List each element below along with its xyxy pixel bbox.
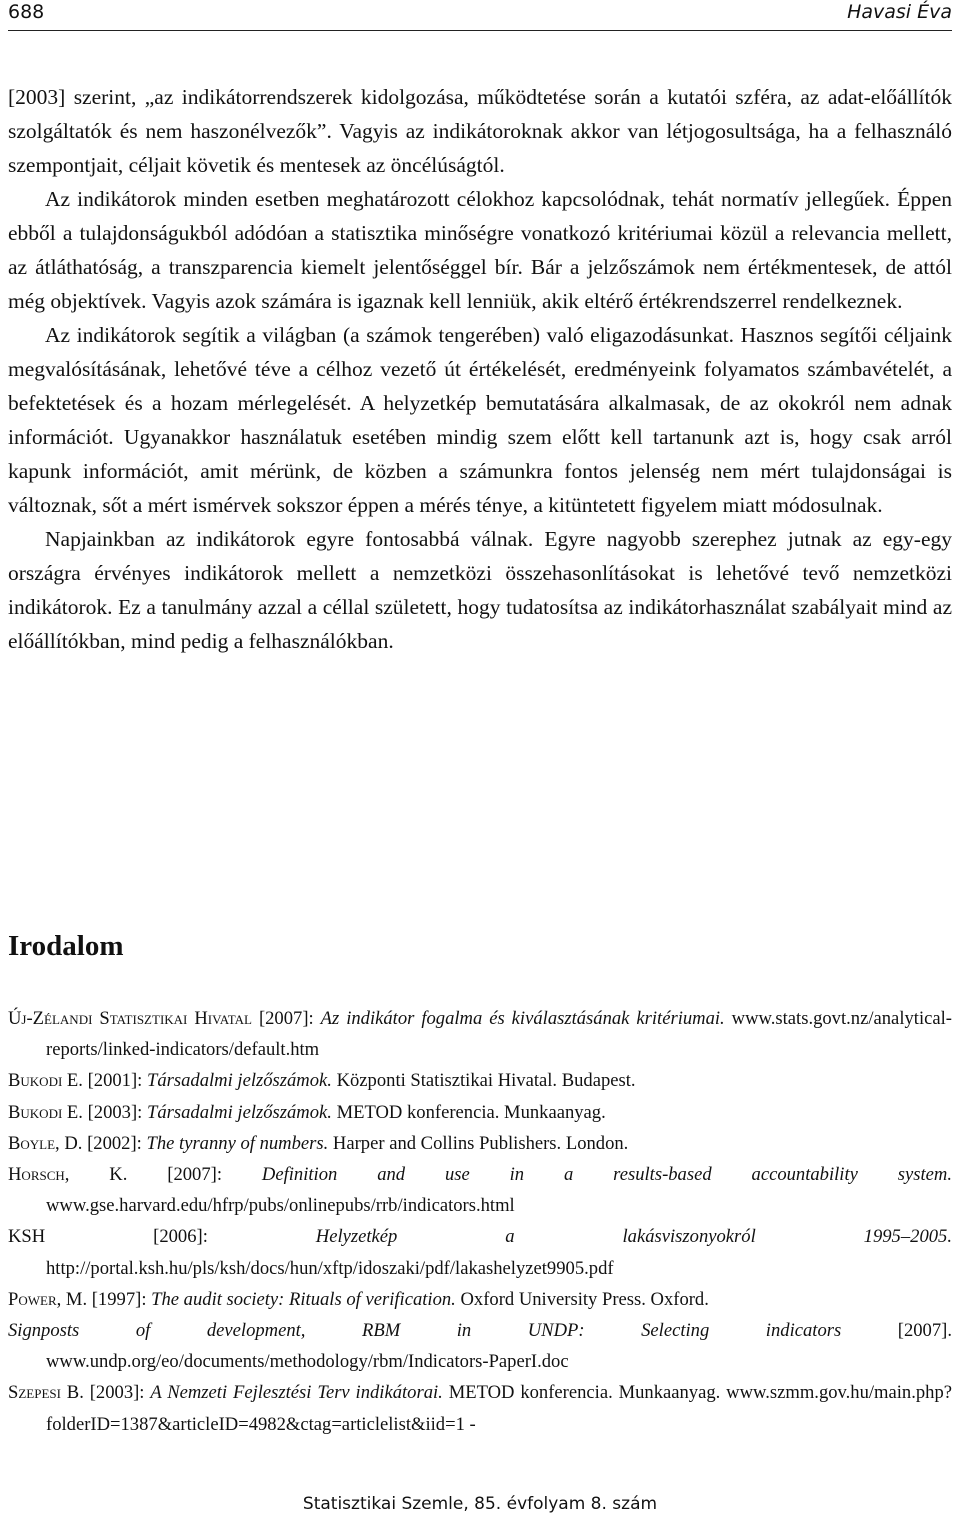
reference-source: http://portal.ksh.hu/pls/ksh/docs/hun/xftp/idoszaki/pdf/lakashelyzet9905.pdf [46,1257,614,1279]
reference-title: A Nemzeti Fejlesztési Terv indikátorai. [150,1382,443,1404]
reference-title: Társadalmi jelzőszámok. [147,1101,332,1123]
reference-author: Új-Zélandi Statisztikai Hivatal [8,1008,252,1029]
header-divider [8,30,952,31]
reference-author: Szepesi B. [8,1382,84,1404]
article-body [8,80,952,658]
reference-item: Bukodi E. [2001]: Társadalmi jelzőszámok. Központi Statisztikai Hivatal. Budapest. [8,1070,636,1092]
reference-item: Horsch, K. [2007]: Definition and use in a results-based accountability system. www.gse.harvard.edu/hfrp/pubs/onlinepubs/rrb/indicators.html [8,1164,952,1217]
reference-title: Signposts of development, RBM in UNDP: Selecting indicators [8,1320,842,1342]
paragraph: Napjainkban az indikátorok egyre fontosabbá válnak. Egyre nagyobb szerephez jutnak az egy-egy országra érvényes indikátorok mellett a nemzetközi összehasonlításokat is lehetővé tevő nemzetközi indikátorok. Ez a tanulmány azzal a céllal született, hogy tudatosítsa az indikátorhasználat szabályait mind az előállítókban, mind pedig a felhasználókban. [8,527,952,653]
reference-list [8,1003,952,1440]
reference-author: Horsch, K. [8,1164,128,1186]
reference-title: Az indikátor fogalma és kiválasztásának kritériumai. [320,1008,725,1029]
reference-title: Definition and use in a results-based accountability system. [261,1164,952,1186]
reference-source: METOD konferencia. Munkaanyag. www.szmm.gov.hu/main.php?folderID=1387&articleID=4982&ctag=articlelist&iid=1 - [46,1382,953,1435]
paragraph: [2003] szerint, „az indikátorrendszerek kidolgozása, működtetése során a kutatói szféra, az adat-előállítók szolgáltatók és nem haszonélvezők”. Vagyis az indikátoroknak akkor van létjogosultsága, ha a felhasználó szempontjait, céljait követik és mentesek az öncélúságtól. [8,85,952,177]
running-header-author: Havasi Éva [847,1,952,23]
paragraph: Az indikátorok segítik a világban (a számok tengerében) való eligazodásunkat. Hasznos segítői céljaink megvalósításának, lehetővé téve a célhoz vezető út értékelését, eredményeink folyamatos számbavételét, a befektetések és a hozam mérlegelését. A helyzetkép bemutatására alkalmasak, de az okokról nem adnak információt. Ugyanakkor használatuk esetében mindig szem előtt kell tartanunk azt is, hogy csak arról kapunk információt, amit mérünk, de közben a számunkra fontos jelenség nem mért tulajdonságai is változnak, sőt a mért ismérvek sokszor éppen a mérés ténye, a kitüntetett figyelem miatt módosulnak. [8,323,952,517]
reference-author: Boyle, D. [8,1132,83,1154]
reference-item: Új-Zélandi Statisztikai Hivatal [2007]: Az indikátor fogalma és kiválasztásának kritériumai. www.stats.govt.nz/analytical-reports/linked-indicators/default.htm [8,1008,952,1061]
reference-source: [2007]. www.undp.org/eo/documents/methodology/rbm/Indicators-PaperI.doc [46,1320,952,1373]
section-heading: Irodalom [8,930,124,962]
reference-source: Központi Statisztikai Hivatal. Budapest. [331,1070,636,1092]
reference-author: Power, M. [8,1288,88,1310]
reference-item: Szepesi B. [2003]: A Nemzeti Fejlesztési Terv indikátorai. METOD konferencia. Munkaanyag. www.szmm.gov.hu/main.php?folderID=1387&articleID=4982&ctag=articlelist&iid=1 - [8,1382,953,1435]
reference-author: KSH [8,1226,46,1248]
reference-source: Harper and Collins Publishers. London. [328,1132,629,1154]
reference-title: The audit society: Rituals of verification. [151,1288,456,1310]
reference-item: Boyle, D. [2002]: The tyranny of numbers. Harper and Collins Publishers. London. [8,1132,629,1154]
reference-title: The tyranny of numbers. [146,1132,329,1154]
reference-item: KSH [2006]: Helyzetkép a lakásviszonyokról 1995–2005. http://portal.ksh.hu/pls/ksh/docs/hun/xftp/idoszaki/pdf/lakashelyzet9905.pdf [8,1226,952,1279]
reference-title: Társadalmi jelzőszámok. [147,1070,332,1092]
reference-author: Bukodi E. [8,1070,83,1092]
reference-item [8,1315,952,1377]
journal-footer: Statisztikai Szemle, 85. évfolyam 8. szám [302,1494,658,1514]
reference-source: www.gse.harvard.edu/hfrp/pubs/onlinepubs/rrb/indicators.html [46,1195,515,1217]
reference-author: Bukodi E. [8,1101,83,1123]
page-number: 688 [8,1,45,23]
reference-source: Oxford University Press. Oxford. [455,1288,709,1310]
reference-item: Power, M. [1997]: The audit society: Rituals of verification. Oxford University Press. Oxford. [8,1288,709,1310]
reference-item: Bukodi E. [2003]: Társadalmi jelzőszámok. METOD konferencia. Munkaanyag. [8,1101,606,1123]
reference-source: METOD konferencia. Munkaanyag. [331,1101,606,1123]
paragraph: Az indikátorok minden esetben meghatározott célokhoz kapcsolódnak, tehát normatív jellegűek. Éppen ebből a tulajdonságukból adódóan a statisztika minőségre vonatkozó kritériumai közül a relevancia mellett, az átláthatóság, a transzparencia kiemelt jelentőséggel bír. Bár a jelzőszámok nem értékmentesek, de attól még objektívek. Vagyis azok számára is igaznak kell lenniük, akik eltérő értékrendszerrel rendelkeznek. [8,187,952,313]
running-header [8,0,952,26]
reference-source: www.stats.govt.nz/analytical-reports/linked-indicators/default.htm [46,1008,952,1061]
reference-title: Helyzetkép a lakásviszonyokról 1995–2005. [315,1226,952,1248]
